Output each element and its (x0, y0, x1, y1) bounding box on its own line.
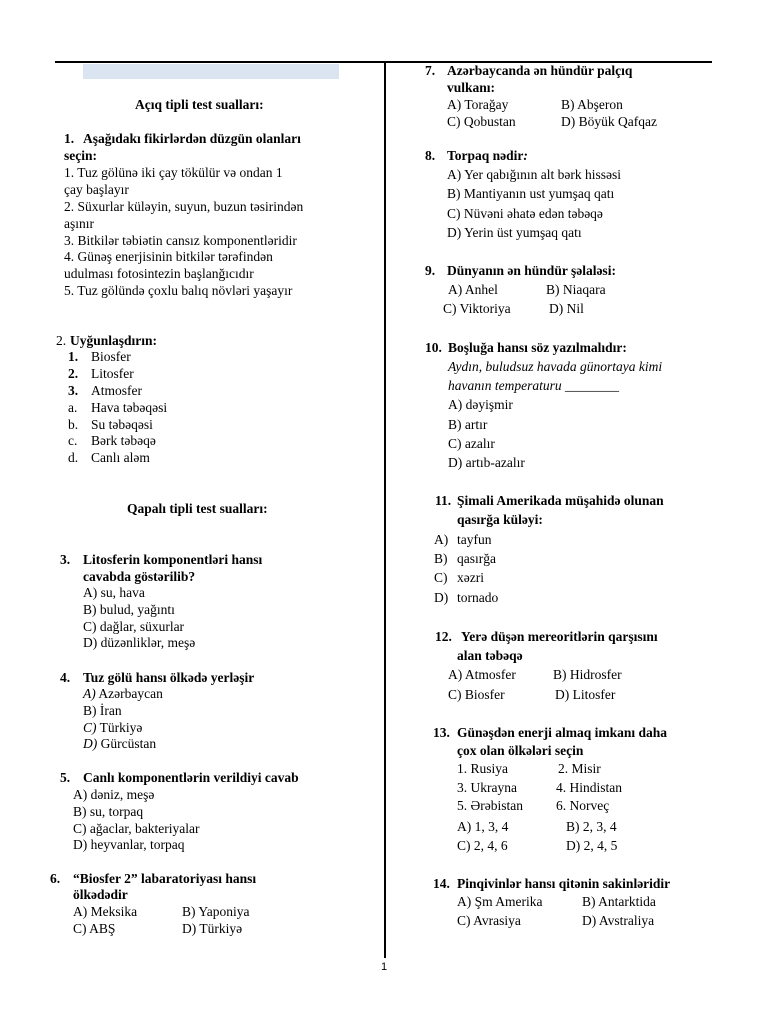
answer-option: C) Viktoriya (443, 301, 511, 316)
question-title: Azərbaycanda ən hündür palçıq (447, 63, 633, 78)
answer-option: A) Anhel (448, 282, 498, 297)
match-item: Bərk təbəqə (91, 433, 156, 448)
answer-option: C) ABŞ (73, 921, 116, 936)
answer-option: tornado (457, 590, 499, 605)
statement-line: çay başlayır (64, 182, 129, 197)
question-title: Aşağıdakı fikirlərdən düzgün olanları (83, 131, 301, 146)
answer-option: D) artıb-azalır (448, 455, 525, 470)
question-title: “Biosfer 2” labaratoriyası hansı (73, 871, 257, 886)
option-letter: C) (434, 570, 448, 585)
question-title: seçin: (64, 148, 97, 163)
answer-option (83, 702, 122, 719)
statement-line: 1. Tuz gölünə iki çay tökülür və ondan 1 (64, 165, 283, 180)
option-letter: D) (434, 590, 449, 605)
question-title: Dünyanın ən hündür şəlaləsi: (447, 263, 616, 278)
question-number: 7. (425, 63, 436, 78)
statement-line: 4. Günəş enerjisinin bitkilər tərəfindən (64, 249, 273, 264)
match-marker: 3. (68, 383, 79, 398)
match-marker: d. (68, 450, 79, 465)
answer-option: B) Abşeron (561, 97, 623, 112)
country-item: 2. Misir (558, 761, 601, 776)
question-title: Tuz gölü hansı ölkədə yerləşir (83, 670, 255, 685)
option-text: Türkiyə (96, 720, 143, 735)
answer-option: D) Nil (549, 301, 584, 316)
answer-option: A) dəniz, meşə (73, 787, 155, 802)
top-rule-left (55, 61, 384, 63)
match-item: Su təbəqəsi (91, 417, 153, 432)
statement-line: 5. Tuz gölündə çoxlu balıq növləri yaşayır (64, 283, 293, 298)
answer-option: C) dağlar, süxurlar (83, 619, 185, 634)
question-number: 8. (425, 148, 436, 163)
answer-option: C) ağaclar, bakteriyalar (73, 821, 200, 836)
question-title: qasırğa küləyi: (457, 512, 543, 527)
answer-option: D) Yerin üst yumşaq qatı (447, 225, 582, 240)
country-item: 5. Ərəbistan (457, 798, 523, 813)
header-shade (83, 64, 339, 79)
answer-option (83, 685, 163, 702)
column-divider (384, 61, 386, 958)
answer-option: C) Qobustan (447, 114, 516, 129)
answer-option: D) heyvanlar, torpaq (73, 837, 185, 852)
question-title: Yerə düşən mereoritlərin qarşısını (461, 629, 658, 644)
option-letter: A) (83, 686, 96, 701)
question-title: Günəşdən enerji almaq imkanı daha (457, 725, 668, 740)
country-item: 3. Ukrayna (457, 780, 517, 795)
match-marker: 2. (68, 366, 79, 381)
question-number: 2. (56, 333, 67, 348)
question-text: havanın temperaturu ________ (448, 378, 619, 393)
option-letter: B) (434, 551, 448, 566)
question-number: 1. (64, 131, 75, 146)
answer-option: B) bulud, yağıntı (83, 602, 175, 617)
match-marker: a. (68, 400, 78, 415)
question-title: ölkədədir (73, 887, 128, 902)
match-item: Biosfer (91, 349, 131, 364)
match-marker: c. (68, 433, 78, 448)
answer-option: tayfun (457, 532, 492, 547)
answer-option: A) Meksika (73, 904, 138, 919)
answer-option: D) düzənliklər, meşə (83, 635, 196, 650)
answer-option: A) Torağay (447, 97, 509, 112)
question-number: 9. (425, 263, 436, 278)
question-text: Aydın, buludsuz havada günortaya kimi (448, 359, 663, 374)
match-marker: 1. (68, 349, 79, 364)
match-marker: b. (68, 417, 79, 432)
open-questions-title: Açıq tipli test sualları: (135, 97, 264, 112)
answer-option: B) Mantiyanın ust yumşaq qatı (447, 186, 615, 201)
question-title: vulkanı: (447, 80, 496, 95)
statement-line: 3. Bitkilər təbiətin cansız komponentləridir (64, 233, 297, 248)
answer-option: B) su, torpaq (73, 804, 144, 819)
statement-line: aşınır (64, 216, 94, 231)
answer-option: B) 2, 3, 4 (566, 819, 617, 834)
question-title: Uyğunlaşdırın: (70, 333, 158, 348)
answer-option (83, 719, 142, 736)
country-item: 6. Norveç (556, 798, 610, 813)
answer-option: D) Böyük Qafqaz (561, 114, 657, 129)
answer-option: A) dəyişmir (448, 397, 513, 412)
answer-option: B) artır (448, 417, 488, 432)
question-number: 13. (433, 725, 450, 740)
question-title: Pinqivinlər hansı qitənin sakinləridir (457, 876, 671, 891)
answer-option: A) Atmosfer (448, 667, 516, 682)
answer-option: C) Avrasiya (457, 913, 521, 928)
question-title: Canlı komponentlərin verildiyi cavab (83, 770, 299, 785)
answer-option: A) 1, 3, 4 (457, 819, 509, 834)
question-title: alan təbəqə (457, 648, 523, 663)
answer-option: C) Nüvəni əhatə edən təbəqə (447, 206, 603, 221)
option-letter: D) (83, 736, 98, 751)
statement-line: 2. Süxurlar küləyin, suyun, buzun təsirindən (64, 199, 304, 214)
answer-option: D) 2, 4, 5 (566, 838, 618, 853)
match-item: Litosfer (91, 366, 134, 381)
answer-option: A) Şm Amerika (457, 894, 543, 909)
page-number: 1 (381, 961, 388, 973)
question-title-colon: : (523, 148, 528, 163)
answer-option (83, 735, 156, 752)
question-title: Boşluğa hansı söz yazılmalıdır: (448, 340, 627, 355)
country-item: 1. Rusiya (457, 761, 509, 776)
question-number: 6. (50, 871, 61, 886)
option-letter: A) (434, 532, 449, 547)
answer-option: D) Litosfer (555, 687, 616, 702)
question-number: 12. (435, 629, 452, 644)
question-title: çox olan ölkələri seçin (457, 743, 584, 758)
answer-option: B) Niaqara (546, 282, 606, 297)
answer-option: C) Biosfer (448, 687, 505, 702)
answer-option: B) Hidrosfer (553, 667, 622, 682)
answer-option: A) su, hava (83, 585, 145, 600)
option-letter: C) (83, 720, 97, 735)
answer-option: B) Yaponiya (182, 904, 250, 919)
option-text: İran (96, 703, 122, 718)
question-title (447, 147, 528, 164)
question-number: 10. (425, 340, 442, 355)
question-title: Şimali Amerikada müşahidə olunan (457, 493, 664, 508)
closed-questions-title: Qapalı tipli test sualları: (127, 501, 268, 516)
answer-option: C) 2, 4, 6 (457, 838, 508, 853)
question-number: 3. (60, 552, 71, 567)
answer-option: xəzri (457, 570, 484, 585)
country-item: 4. Hindistan (556, 780, 622, 795)
question-number: 14. (433, 876, 450, 891)
question-title: cavabda göstərilib? (83, 569, 196, 584)
question-number: 5. (60, 770, 71, 785)
question-title: Litosferin komponentləri hansı (83, 552, 263, 567)
option-letter: B) (83, 703, 97, 718)
option-text: Gürcüstan (97, 736, 157, 751)
question-number: 11. (435, 493, 452, 508)
match-item: Canlı aləm (91, 450, 150, 465)
question-title-text: Torpaq nədir (447, 148, 524, 163)
answer-option: B) Antarktida (582, 894, 656, 909)
answer-option: qasırğa (457, 551, 496, 566)
match-item: Hava təbəqəsi (91, 400, 168, 415)
match-item: Atmosfer (91, 383, 142, 398)
option-text: Azərbaycan (95, 686, 163, 701)
statement-line: udulması fotosintezin başlanğıcıdır (64, 266, 254, 281)
question-number: 4. (60, 670, 71, 685)
answer-option: A) Yer qabığının alt bərk hissəsi (447, 167, 621, 182)
answer-option: D) Türkiyə (182, 921, 243, 936)
answer-option: C) azalır (448, 436, 495, 451)
answer-option: D) Avstraliya (582, 913, 655, 928)
